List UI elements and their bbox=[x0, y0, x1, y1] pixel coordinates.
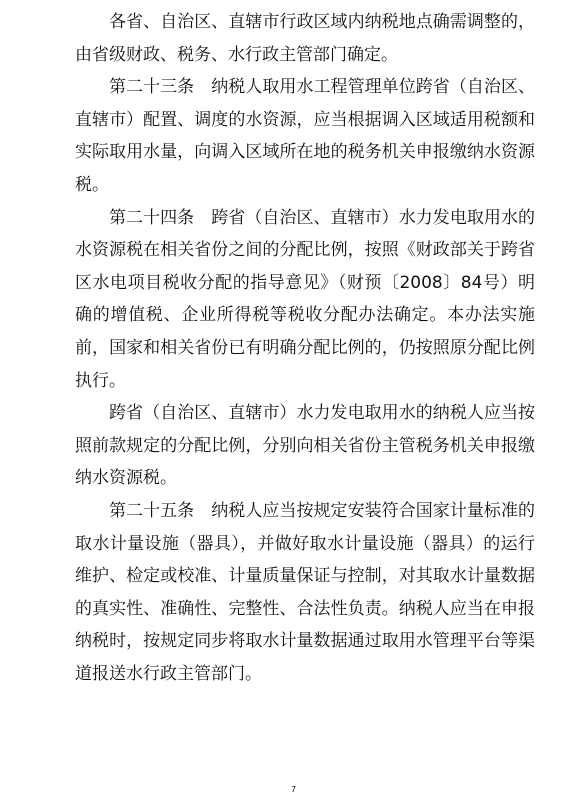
paragraph-hydropower-taxpayer: 跨省（自治区、直辖市）水力发电取用水的纳税人应当按照前款规定的分配比例，分别向相关省份主管税务机关申报缴纳水资源税。 bbox=[75, 403, 535, 489]
paragraph-article-24: 第二十四条 跨省（自治区、直辖市）水力发电取用水的水资源税在相关省份之间的分配比例，按照《财政部关于跨省区水电项目税收分配的指导意见》（财预〔2008〕84号）明确的增值税、企业所得税等税收分配办法确定。本办法实施前，国家和相关省份已有明确分配比例的，仍按照原分配比例执行。 bbox=[75, 207, 535, 391]
paragraph-tax-location-adjustment: 各省、自治区、直辖市行政区域内纳税地点确需调整的，由省级财政、税务、水行政主管部门确定。 bbox=[75, 12, 535, 65]
page-number: 7 bbox=[290, 785, 297, 794]
paragraph-article-25: 第二十五条 纳税人应当按规定安装符合国家计量标准的取水计量设施（器具），并做好取水计量设施（器具）的运行维护、检定或校准、计量质量保证与控制，对其取水计量数据的真实性、准确性、完整性、合法性负责。纳税人应当在申报纳税时，按规定同步将取水计量数据通过取用水管理平台等渠道报送水行政主管部门。 bbox=[75, 500, 535, 684]
document-body bbox=[75, 6, 535, 690]
paragraph-article-23: 第二十三条 纳税人取用水工程管理单位跨省（自治区、直辖市）配置、调度的水资源，应当根据调入区域适用税额和实际取用水量，向调入区域所在地的税务机关申报缴纳水资源税。 bbox=[75, 77, 535, 195]
